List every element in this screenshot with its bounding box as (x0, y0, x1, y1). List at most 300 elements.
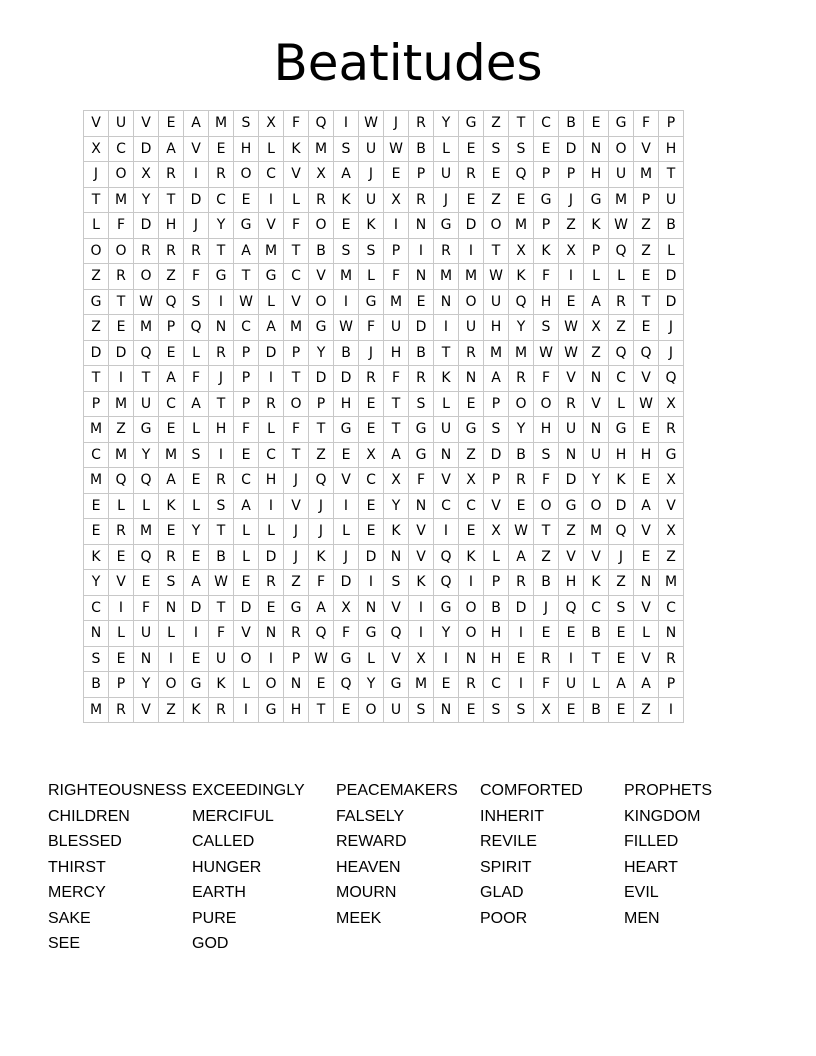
grid-cell: L (359, 646, 384, 672)
grid-cell: Z (634, 697, 659, 723)
grid-cell: C (209, 187, 234, 213)
grid-cell: O (459, 289, 484, 315)
grid-cell: Z (484, 111, 509, 137)
grid-cell: B (209, 544, 234, 570)
grid-cell: V (484, 493, 509, 519)
grid-cell: F (284, 213, 309, 239)
grid-cell: Q (384, 621, 409, 647)
grid-cell: X (659, 519, 684, 545)
grid-cell: Q (134, 340, 159, 366)
grid-cell: R (409, 111, 434, 137)
grid-cell: K (609, 468, 634, 494)
grid-cell: D (309, 366, 334, 392)
grid-cell: C (234, 315, 259, 341)
grid-cell: G (359, 289, 384, 315)
grid-cell: B (409, 136, 434, 162)
grid-row (84, 595, 684, 621)
grid-cell: M (134, 519, 159, 545)
grid-cell: Q (434, 570, 459, 596)
grid-cell: Z (634, 213, 659, 239)
grid-cell: T (209, 391, 234, 417)
grid-cell: K (359, 213, 384, 239)
grid-cell: X (484, 519, 509, 545)
grid-cell: E (409, 289, 434, 315)
grid-cell: J (659, 315, 684, 341)
grid-cell: Y (584, 468, 609, 494)
grid-cell: A (634, 493, 659, 519)
grid-row (84, 136, 684, 162)
grid-cell: U (134, 391, 159, 417)
grid-cell: Z (459, 442, 484, 468)
grid-cell: J (609, 544, 634, 570)
grid-cell: N (259, 621, 284, 647)
grid-cell: N (409, 264, 434, 290)
grid-cell: P (159, 315, 184, 341)
grid-cell: L (259, 519, 284, 545)
grid-cell: J (284, 519, 309, 545)
grid-cell: T (509, 111, 534, 137)
grid-cell: C (484, 672, 509, 698)
grid-cell: V (384, 595, 409, 621)
grid-cell: I (384, 213, 409, 239)
grid-cell: D (184, 187, 209, 213)
grid-cell: I (159, 646, 184, 672)
grid-cell: M (659, 570, 684, 596)
grid-cell: J (434, 187, 459, 213)
grid-cell: F (409, 468, 434, 494)
grid-cell: L (184, 493, 209, 519)
grid-cell: A (509, 544, 534, 570)
grid-cell: R (309, 187, 334, 213)
grid-cell: Y (309, 340, 334, 366)
grid-cell: K (534, 238, 559, 264)
grid-cell: Q (109, 468, 134, 494)
grid-cell: L (259, 417, 284, 443)
grid-cell: D (134, 213, 159, 239)
grid-cell: O (534, 493, 559, 519)
grid-row (84, 264, 684, 290)
grid-cell: E (109, 646, 134, 672)
grid-cell: O (534, 391, 559, 417)
grid-cell: P (284, 340, 309, 366)
grid-cell: U (584, 442, 609, 468)
grid-cell: Z (84, 315, 109, 341)
grid-cell: T (634, 289, 659, 315)
grid-cell: U (384, 315, 409, 341)
grid-cell: E (559, 621, 584, 647)
grid-cell: P (659, 672, 684, 698)
grid-cell: H (284, 697, 309, 723)
grid-cell: F (634, 111, 659, 137)
grid-cell: R (259, 570, 284, 596)
grid-cell: E (109, 544, 134, 570)
word-list-item: PURE (192, 909, 237, 927)
grid-cell: E (234, 442, 259, 468)
grid-cell: D (134, 136, 159, 162)
word-list-item: MEN (624, 909, 660, 927)
grid-cell: S (359, 238, 384, 264)
grid-cell: G (259, 697, 284, 723)
grid-cell: D (234, 595, 259, 621)
grid-cell: R (209, 340, 234, 366)
grid-cell: O (509, 391, 534, 417)
grid-cell: W (609, 213, 634, 239)
grid-cell: E (559, 289, 584, 315)
grid-cell: C (284, 264, 309, 290)
grid-cell: S (209, 493, 234, 519)
grid-cell: E (634, 544, 659, 570)
grid-cell: C (109, 136, 134, 162)
grid-cell: T (484, 238, 509, 264)
grid-cell: P (484, 570, 509, 596)
grid-cell: O (459, 621, 484, 647)
grid-row (84, 493, 684, 519)
grid-cell: A (309, 595, 334, 621)
grid-cell: O (234, 162, 259, 188)
grid-cell: I (559, 264, 584, 290)
grid-row (84, 162, 684, 188)
grid-cell: S (534, 315, 559, 341)
grid-cell: O (134, 264, 159, 290)
grid-cell: N (134, 646, 159, 672)
grid-cell: Z (484, 187, 509, 213)
grid-cell: D (259, 340, 284, 366)
puzzle-title: Beatitudes (273, 34, 543, 92)
grid-cell: I (359, 570, 384, 596)
grid-cell: T (284, 442, 309, 468)
grid-cell: C (659, 595, 684, 621)
grid-cell: E (534, 621, 559, 647)
grid-cell: L (259, 289, 284, 315)
word-list-item: HEAVEN (336, 858, 401, 876)
grid-cell: S (334, 238, 359, 264)
grid-cell: U (434, 417, 459, 443)
grid-cell: N (659, 621, 684, 647)
grid-cell: D (259, 544, 284, 570)
grid-cell: L (234, 519, 259, 545)
grid-cell: N (359, 595, 384, 621)
grid-cell: I (259, 187, 284, 213)
grid-cell: I (259, 493, 284, 519)
word-list-item: KINGDOM (624, 807, 701, 825)
grid-cell: I (434, 519, 459, 545)
word-list-item: COMFORTED (480, 782, 583, 799)
grid-row (84, 340, 684, 366)
grid-cell: S (409, 697, 434, 723)
grid-cell: H (209, 417, 234, 443)
grid-cell: Z (609, 570, 634, 596)
word-list-item: SAKE (48, 909, 91, 927)
grid-cell: V (634, 136, 659, 162)
grid-cell: Z (634, 238, 659, 264)
grid-cell: N (209, 315, 234, 341)
grid-cell: Q (309, 468, 334, 494)
grid-cell: M (584, 519, 609, 545)
grid-cell: P (484, 468, 509, 494)
grid-cell: R (459, 340, 484, 366)
grid-cell: T (384, 391, 409, 417)
grid-cell: X (134, 162, 159, 188)
grid-cell: G (334, 646, 359, 672)
grid-cell: R (659, 417, 684, 443)
grid-cell: S (334, 136, 359, 162)
grid-cell: P (109, 672, 134, 698)
grid-cell: J (659, 340, 684, 366)
grid-cell: D (184, 595, 209, 621)
word-list-item: FILLED (624, 833, 679, 850)
grid-cell: R (559, 391, 584, 417)
grid-cell: E (359, 391, 384, 417)
grid-cell: A (384, 442, 409, 468)
grid-cell: G (209, 264, 234, 290)
grid-cell: E (634, 264, 659, 290)
grid-cell: X (534, 697, 559, 723)
grid-cell: Y (84, 570, 109, 596)
grid-cell: Q (509, 162, 534, 188)
grid-cell: E (484, 162, 509, 188)
grid-cell: R (209, 697, 234, 723)
grid-cell: Z (284, 570, 309, 596)
grid-cell: H (534, 417, 559, 443)
grid-cell: F (359, 315, 384, 341)
grid-cell: R (409, 187, 434, 213)
grid-cell: F (534, 672, 559, 698)
grid-cell: G (384, 672, 409, 698)
grid-cell: U (359, 136, 384, 162)
grid-cell: Z (159, 264, 184, 290)
grid-cell: J (184, 213, 209, 239)
grid-cell: Y (434, 621, 459, 647)
word-list-item: MERCY (48, 884, 106, 901)
grid-cell: T (209, 519, 234, 545)
grid-row (84, 289, 684, 315)
word-list-item: HUNGER (192, 858, 262, 876)
grid-cell: G (434, 213, 459, 239)
grid-cell: K (309, 544, 334, 570)
grid-cell: D (459, 213, 484, 239)
grid-cell: J (209, 366, 234, 392)
grid-cell: Q (609, 340, 634, 366)
grid-cell: G (234, 213, 259, 239)
grid-cell: F (234, 417, 259, 443)
grid-cell: E (534, 136, 559, 162)
grid-cell: M (459, 264, 484, 290)
letter-grid (83, 110, 684, 723)
grid-cell: Q (609, 238, 634, 264)
grid-cell: X (659, 468, 684, 494)
grid-cell: M (134, 315, 159, 341)
grid-cell: P (84, 391, 109, 417)
grid-cell: O (159, 672, 184, 698)
grid-cell: N (459, 646, 484, 672)
grid-cell: H (234, 136, 259, 162)
grid-cell: Q (659, 366, 684, 392)
grid-cell: Q (134, 544, 159, 570)
grid-cell: F (384, 366, 409, 392)
grid-cell: L (109, 621, 134, 647)
grid-cell: A (184, 570, 209, 596)
grid-cell: K (509, 264, 534, 290)
grid-cell: G (434, 595, 459, 621)
grid-cell: I (409, 621, 434, 647)
grid-cell: P (384, 238, 409, 264)
grid-row (84, 417, 684, 443)
grid-cell: W (359, 111, 384, 137)
grid-cell: I (184, 162, 209, 188)
grid-cell: E (234, 570, 259, 596)
grid-cell: H (259, 468, 284, 494)
grid-cell: L (359, 264, 384, 290)
grid-cell: K (284, 136, 309, 162)
word-list-item: FALSELY (336, 807, 405, 825)
grid-cell: P (534, 213, 559, 239)
grid-row (84, 213, 684, 239)
grid-cell: Q (134, 468, 159, 494)
grid-cell: P (484, 391, 509, 417)
grid-cell: F (184, 366, 209, 392)
grid-cell: M (634, 162, 659, 188)
grid-cell: S (484, 136, 509, 162)
grid-cell: R (159, 544, 184, 570)
grid-cell: H (334, 391, 359, 417)
grid-cell: I (209, 289, 234, 315)
grid-cell: R (459, 162, 484, 188)
grid-cell: F (109, 213, 134, 239)
grid-cell: E (184, 544, 209, 570)
grid-cell: X (584, 315, 609, 341)
grid-cell: I (109, 595, 134, 621)
grid-cell: K (409, 570, 434, 596)
grid-cell: Q (309, 111, 334, 137)
grid-cell: R (659, 646, 684, 672)
grid-cell: X (359, 442, 384, 468)
grid-cell: E (209, 136, 234, 162)
grid-cell: B (484, 595, 509, 621)
grid-cell: L (434, 391, 459, 417)
grid-cell: R (359, 366, 384, 392)
grid-cell: Z (159, 697, 184, 723)
grid-cell: G (259, 264, 284, 290)
grid-cell: O (309, 289, 334, 315)
grid-cell: E (159, 519, 184, 545)
grid-cell: V (334, 468, 359, 494)
grid-cell: F (534, 366, 559, 392)
grid-cell: C (259, 442, 284, 468)
grid-cell: Q (509, 289, 534, 315)
grid-cell: T (234, 264, 259, 290)
grid-cell: E (584, 111, 609, 137)
grid-cell: S (384, 570, 409, 596)
grid-cell: I (209, 442, 234, 468)
grid-cell: O (284, 391, 309, 417)
grid-row (84, 519, 684, 545)
grid-cell: J (334, 544, 359, 570)
grid-cell: I (334, 289, 359, 315)
grid-cell: G (84, 289, 109, 315)
grid-cell: P (284, 646, 309, 672)
grid-cell: C (234, 468, 259, 494)
grid-cell: A (484, 366, 509, 392)
grid-cell: U (359, 187, 384, 213)
grid-cell: S (484, 417, 509, 443)
grid-row (84, 238, 684, 264)
grid-cell: W (484, 264, 509, 290)
grid-cell: Z (84, 264, 109, 290)
grid-cell: O (484, 213, 509, 239)
grid-cell: D (409, 315, 434, 341)
grid-cell: F (309, 570, 334, 596)
grid-cell: R (459, 672, 484, 698)
grid-cell: B (534, 570, 559, 596)
grid-cell: V (134, 697, 159, 723)
grid-cell: U (609, 162, 634, 188)
grid-cell: O (309, 213, 334, 239)
grid-cell: E (509, 646, 534, 672)
grid-cell: O (359, 697, 384, 723)
grid-cell: C (609, 366, 634, 392)
grid-cell: R (509, 366, 534, 392)
grid-cell: G (534, 187, 559, 213)
grid-cell: T (84, 366, 109, 392)
grid-cell: V (259, 213, 284, 239)
grid-cell: A (159, 366, 184, 392)
grid-cell: C (434, 493, 459, 519)
grid-cell: G (584, 187, 609, 213)
grid-cell: Y (359, 672, 384, 698)
grid-cell: U (109, 111, 134, 137)
grid-cell: W (634, 391, 659, 417)
grid-cell: L (84, 213, 109, 239)
grid-cell: K (459, 544, 484, 570)
word-list-item: BLESSED (48, 833, 122, 850)
grid-cell: E (609, 621, 634, 647)
grid-cell: S (484, 697, 509, 723)
grid-cell: T (309, 417, 334, 443)
grid-cell: C (84, 442, 109, 468)
grid-cell: Y (509, 417, 534, 443)
grid-cell: Z (309, 442, 334, 468)
grid-cell: A (159, 468, 184, 494)
grid-cell: R (109, 697, 134, 723)
grid-cell: C (459, 493, 484, 519)
grid-cell: Q (559, 595, 584, 621)
grid-row (84, 621, 684, 647)
grid-cell: W (534, 340, 559, 366)
grid-cell: A (259, 315, 284, 341)
grid-cell: T (584, 646, 609, 672)
grid-cell: V (309, 264, 334, 290)
grid-cell: X (384, 468, 409, 494)
word-list-item: REVILE (480, 833, 537, 850)
grid-cell: V (634, 595, 659, 621)
grid-cell: I (409, 238, 434, 264)
grid-cell: L (234, 672, 259, 698)
grid-cell: N (584, 136, 609, 162)
grid-cell: N (409, 493, 434, 519)
grid-cell: H (484, 646, 509, 672)
word-list-item: PROPHETS (624, 782, 713, 799)
grid-row (84, 442, 684, 468)
grid-cell: M (409, 672, 434, 698)
grid-cell: I (509, 621, 534, 647)
grid-row (84, 468, 684, 494)
word-list (48, 778, 768, 957)
grid-cell: E (459, 697, 484, 723)
grid-cell: S (409, 391, 434, 417)
grid-cell: U (659, 187, 684, 213)
word-list-item: POOR (480, 909, 528, 927)
grid-cell: S (234, 111, 259, 137)
